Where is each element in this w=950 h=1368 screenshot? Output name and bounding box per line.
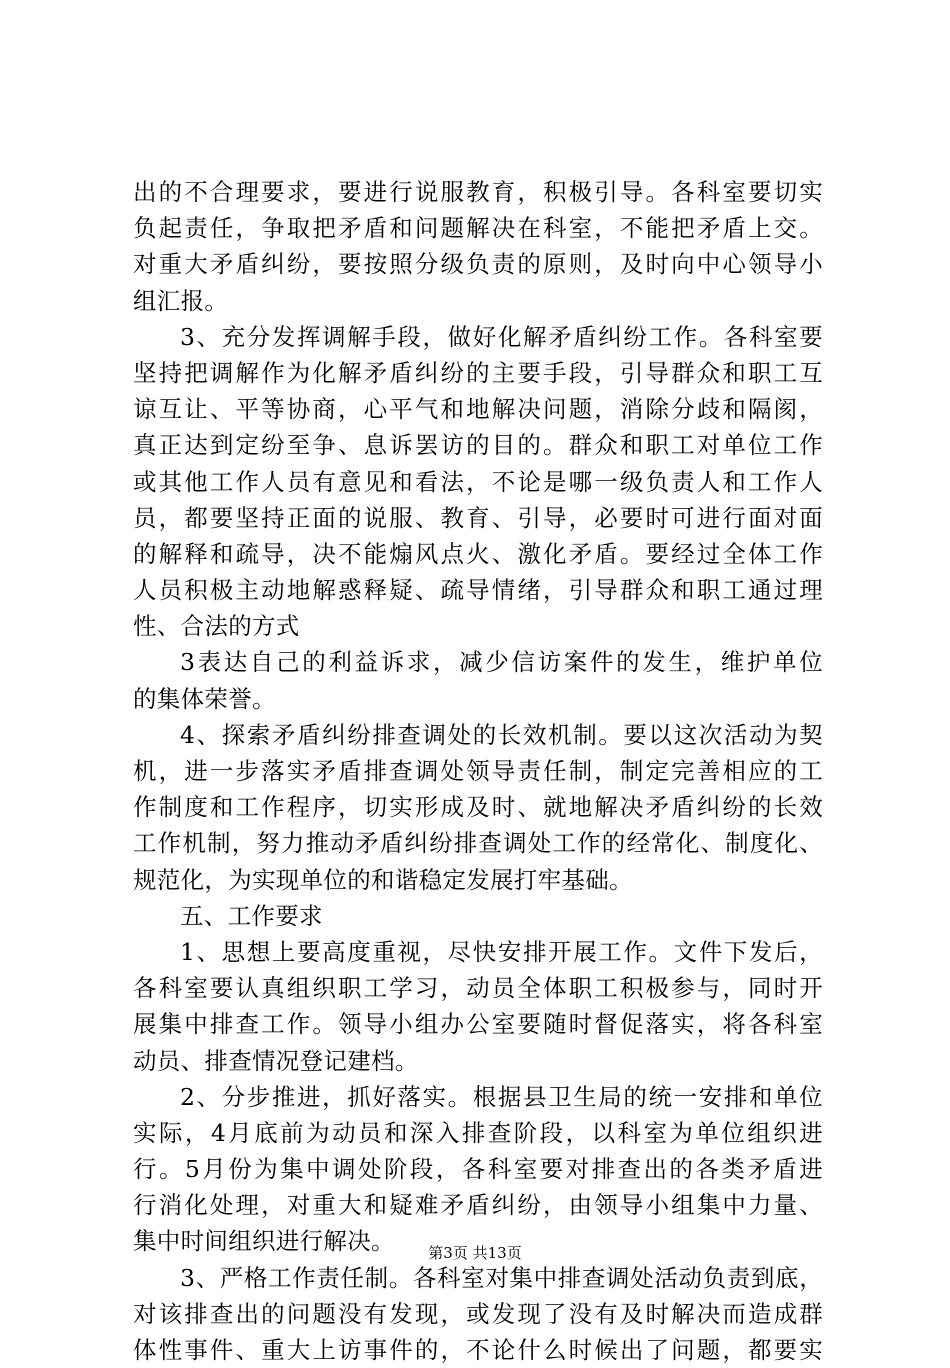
body-text (133, 174, 823, 1368)
text-line: 规范化，为实现单位的和谐稳定发展打牢基础。 (133, 865, 633, 894)
text-line: 体性事件、重大上访事件的，不论什么时候出了问题，都要实 (133, 1336, 823, 1364)
text-line: 实际，4月底前为动员和深入排查阶段，以科室为单位组织进 (133, 1118, 823, 1147)
text-line: 3、充分发挥调解手段，做好化解矛盾纠纷工作。各科室要 (180, 322, 823, 351)
text-line: 性、合法的方式 (133, 612, 300, 641)
text-line: 谅互让、平等协商，心平气和地解决问题，消除分歧和隔阂， (133, 395, 823, 424)
text-line: 各科室要认真组织职工学习，动员全体职工积极参与，同时开 (133, 974, 823, 1003)
text-line: 展集中排查工作。领导小组办公室要随时督促落实，将各科室 (133, 1010, 823, 1039)
text-line: 对重大矛盾纠纷，要按照分级负责的原则，及时向中心领导小 (133, 250, 823, 279)
text-line: 行。5月份为集中调处阶段，各科室要对排查出的各类矛盾进 (133, 1155, 823, 1184)
text-line: 行消化处理，对重大和疑难矛盾纠纷，由领导小组集中力量、 (133, 1191, 823, 1220)
text-line: 真正达到定纷至争、息诉罢访的目的。群众和职工对单位工作 (133, 431, 823, 460)
text-line: 坚持把调解作为化解矛盾纠纷的主要手段，引导群众和职工互 (133, 358, 823, 387)
text-line: 作制度和工作程序，切实形成及时、就地解决矛盾纠纷的长效 (133, 793, 823, 822)
text-line: 出的不合理要求，要进行说服教育，积极引导。各科室要切实 (133, 178, 823, 206)
text-line: 负起责任，争取把矛盾和问题解决在科室，不能把矛盾上交。 (133, 214, 823, 243)
text-line: 3、严格工作责任制。各科室对集中排查调处活动负责到底， (180, 1263, 823, 1292)
text-line: 对该排查出的问题没有发现，或发现了没有及时解决而造成群 (133, 1299, 823, 1328)
text-line: 工作机制，努力推动矛盾纠纷排查调处工作的经常化、制度化、 (133, 829, 823, 858)
text-line: 机，进一步落实矛盾排查调处领导责任制，制定完善相应的工 (133, 757, 823, 785)
page-footer: 第3页 共13页 (428, 1244, 522, 1262)
text-line: 五、工作要求 (180, 901, 323, 930)
text-line: 1、思想上要高度重视，尽快安排开展工作。文件下发后， (180, 937, 823, 966)
text-line: 的解释和疏导，决不能煽风点火、激化矛盾。要经过全体工作 (133, 539, 823, 568)
text-line: 2、分步推进，抓好落实。根据县卫生局的统一安排和单位 (180, 1082, 823, 1111)
text-line: 3表达自己的利益诉求，减少信访案件的发生，维护单位 (180, 648, 823, 677)
text-line: 或其他工作人员有意见和看法，不论是哪一级负责人和工作人 (133, 467, 823, 496)
text-line: 4、探索矛盾纠纷排查调处的长效机制。要以这次活动为契 (180, 720, 823, 749)
text-line: 的集体荣誉。 (133, 684, 276, 713)
text-line: 动员、排查情况登记建档。 (133, 1046, 419, 1075)
text-line: 组汇报。 (133, 286, 229, 315)
text-line: 集中时间组织进行解决。 (133, 1227, 395, 1256)
text-line: 人员积极主动地解惑释疑、疏导情绪，引导群众和职工通过理 (133, 576, 823, 605)
text-line: 员，都要坚持正面的说服、教育、引导，必要时可进行面对面 (133, 503, 823, 532)
